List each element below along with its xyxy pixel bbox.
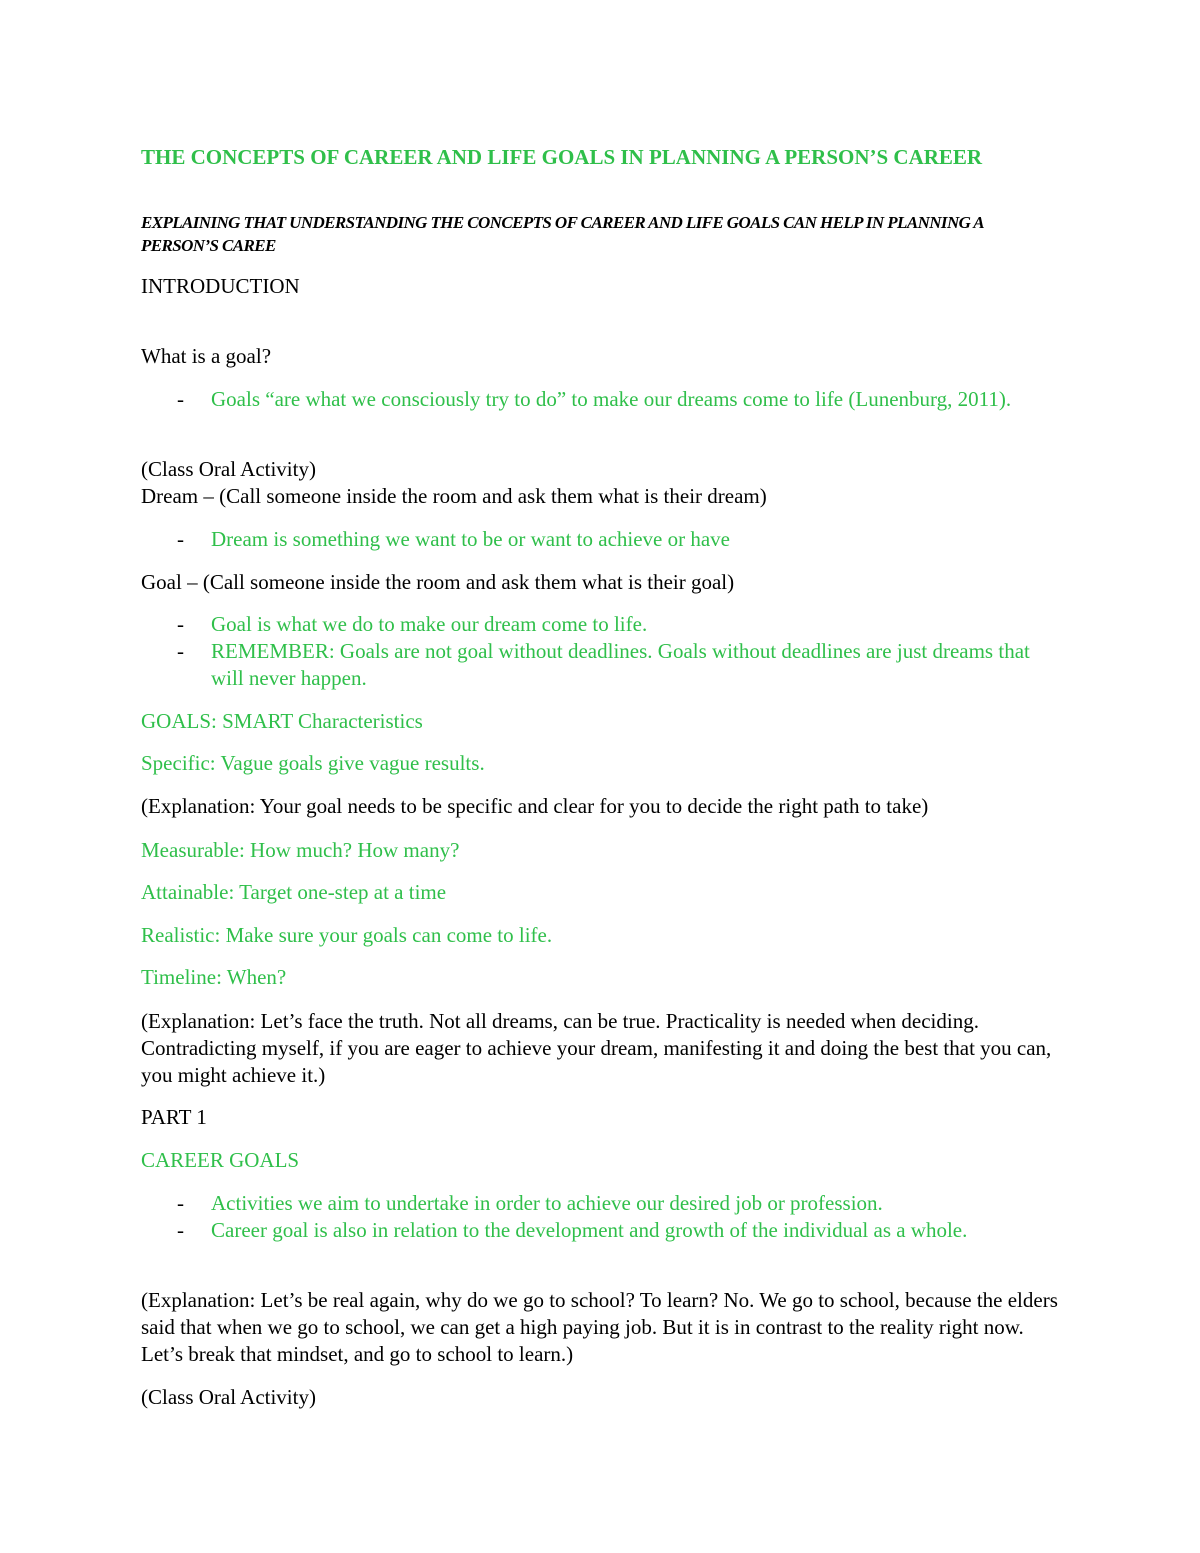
- class-oral-activity-1: (Class Oral Activity): [141, 457, 316, 481]
- bullet-dash: -: [177, 1218, 184, 1242]
- bullet-dash: -: [177, 612, 184, 636]
- part-1-heading: PART 1: [141, 1105, 207, 1129]
- goal-bullet-2-text: REMEMBER: Goals are not goal without deadlines. Goals without deadlines are just dreams that will never happen.: [211, 639, 1030, 690]
- career-bullet-1-text: Activities we aim to undertake in order to achieve our desired job or profession.: [211, 1191, 883, 1215]
- goal-definition-text: Goals “are what we consciously try to do” to make our dreams come to life (Lunenburg, 2011).: [211, 387, 1012, 411]
- specific-explanation: (Explanation: Your goal needs to be specific and clear for you to decide the right path to take): [141, 794, 929, 818]
- bullet-dash: -: [177, 1191, 184, 1215]
- dream-prompt: Dream – (Call someone inside the room and ask them what is their dream): [141, 484, 767, 508]
- document-title: THE CONCEPTS OF CAREER AND LIFE GOALS IN PLANNING A PERSON’S CAREER: [141, 145, 983, 169]
- smart-explanation: (Explanation: Let’s face the truth. Not all dreams, can be true. Practicality is needed when deciding. Contradicting myself, if you are eager to achieve your dream, manifesting it and doing the best that you can, you might achieve it.): [141, 1009, 1052, 1087]
- smart-realistic: Realistic: Make sure your goals can come to life.: [141, 923, 553, 947]
- smart-specific: Specific: Vague goals give vague results.: [141, 751, 485, 775]
- class-oral-activity-2: (Class Oral Activity): [141, 1385, 316, 1409]
- career-bullet-2-text: Career goal is also in relation to the development and growth of the individual as a whole.: [211, 1218, 968, 1242]
- bullet-dash: -: [177, 527, 184, 551]
- smart-measurable: Measurable: How much? How many?: [141, 838, 460, 862]
- goal-prompt: Goal – (Call someone inside the room and ask them what is their goal): [141, 570, 735, 594]
- goal-bullet-1-text: Goal is what we do to make our dream come to life.: [211, 612, 648, 636]
- what-is-goal-question: What is a goal?: [141, 344, 272, 368]
- smart-attainable: Attainable: Target one-step at a time: [141, 880, 447, 904]
- bullet-dash: -: [177, 387, 184, 411]
- career-explanation: (Explanation: Let’s be real again, why do we go to school? To learn? No. We go to school, because the elders said that when we go to school, we can get a high paying job. But it is in contrast to the reality right now. Let’s break that mindset, and go to school to learn.): [141, 1288, 1058, 1366]
- document-subtitle: EXPLAINING THAT UNDERSTANDING THE CONCEPTS OF CAREER AND LIFE GOALS CAN HELP IN PLANNING A PERSON’S CAREE: [141, 213, 984, 255]
- intro-heading: INTRODUCTION: [141, 274, 300, 298]
- career-goals-heading: CAREER GOALS: [141, 1148, 300, 1172]
- smart-heading: GOALS: SMART Characteristics: [141, 709, 423, 733]
- dream-definition-text: Dream is something we want to be or want to achieve or have: [211, 527, 731, 551]
- bullet-dash: -: [177, 639, 184, 663]
- smart-timeline: Timeline: When?: [141, 965, 287, 989]
